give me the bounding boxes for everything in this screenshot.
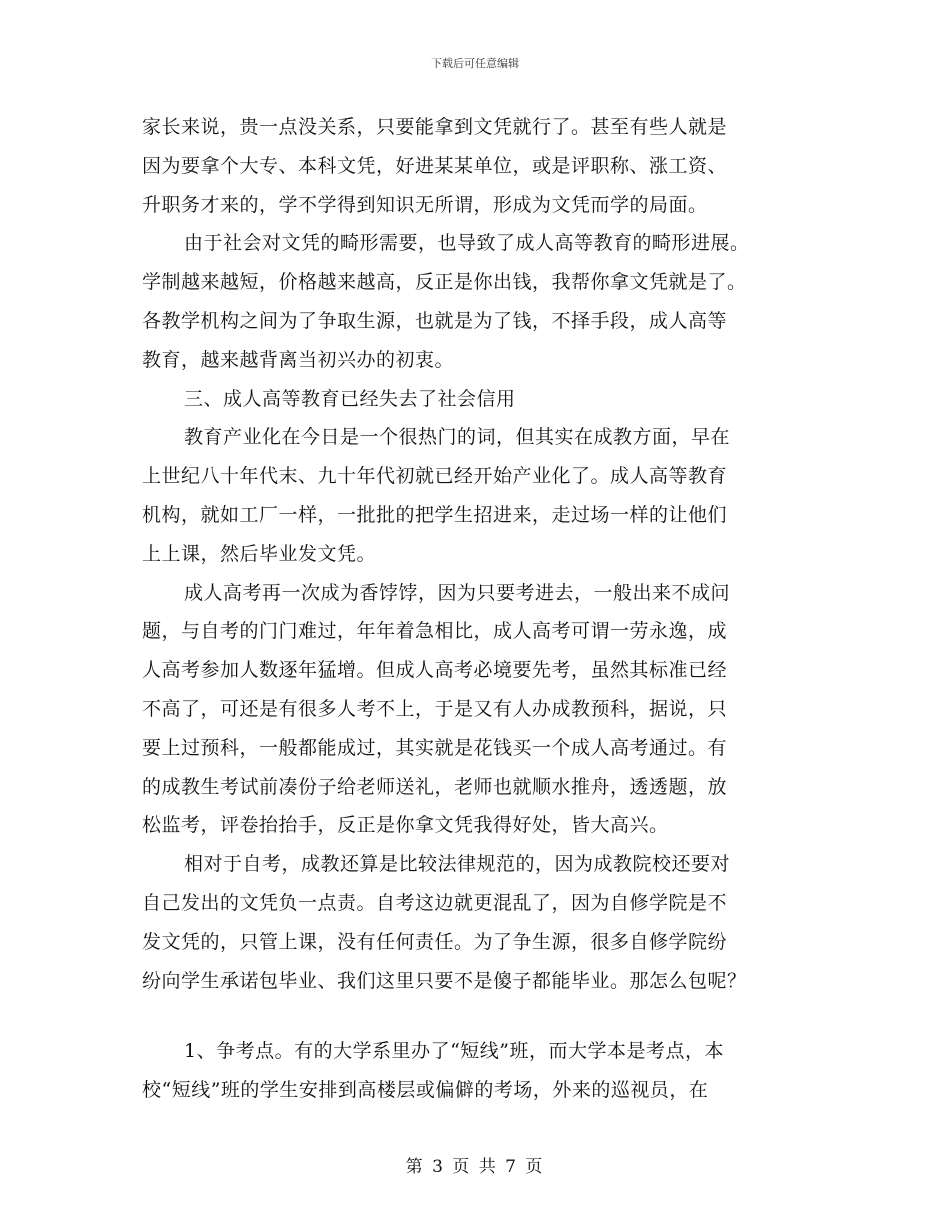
text-line: 的成教生考试前凑份子给老师送礼，老师也就顺水推舟，透透题，放: [142, 775, 728, 798]
text-line: 要上过预科，一般都能成过，其实就是花钱买一个成人高考通过。有: [142, 736, 728, 759]
paragraph-gap: [142, 1000, 812, 1032]
text-line: 发文凭的，只管上课，没有任何责任。为了争生源，很多自修学院纷: [142, 930, 728, 953]
text-line: 校“短线”班的学生安排到高楼层或偏僻的考场，外来的巡视员，在: [142, 1079, 709, 1102]
text-line: 教育，越来越背离当初兴办的初衷。: [142, 348, 455, 371]
text-line: 升职务才来的，学不学得到知识无所谓，形成为文凭而学的局面。: [142, 193, 708, 216]
paragraph: [142, 108, 812, 224]
text-line: 自己发出的文凭负一点责。自考这边就更混乱了，因为自修学院是不: [142, 891, 728, 914]
text-line: 1、争考点。有的大学系里办了“短线”班，而大学本是考点，本: [184, 1040, 725, 1063]
paragraph: [142, 224, 812, 379]
text-line: 由于社会对文凭的畸形需要，也导致了成人高等教育的畸形进展。: [184, 232, 750, 255]
text-line: 各教学机构之间为了争取生源，也就是为了钱，不择手段，成人高等: [142, 309, 728, 332]
document-body: [142, 108, 812, 1110]
text-line: 上上课，然后毕业发文凭。: [142, 542, 377, 565]
section-heading: [142, 380, 812, 419]
paragraph: [142, 845, 812, 1000]
list-item: [142, 1032, 812, 1110]
text-line: 上世纪八十年代末、九十年代初就已经开始产业化了。成人高等教育: [142, 465, 728, 488]
text-line: 题，与自考的门门难过，年年着急相比，成人高考可谓一劳永逸，成: [142, 620, 728, 643]
text-line: 学制越来越短，价格越来越高，反正是你出钱，我帮你拿文凭就是了。: [142, 271, 747, 294]
text-line: 相对于自考，成教还算是比较法律规范的，因为成教院校还要对: [184, 853, 731, 876]
text-line: 松监考，评卷抬抬手，反正是你拿文凭我得好处，皆大高兴。: [142, 814, 669, 837]
text-line: 不高了，可还是有很多人考不上，于是又有人办成教预科，据说，只: [142, 697, 728, 720]
text-line: 三、成人高等教育已经失去了社会信用: [184, 387, 516, 410]
text-line: 人高考参加人数逐年猛增。但成人高考必境要先考，虽然其标准已经: [142, 659, 728, 682]
text-line: 机构，就如工厂一样，一批批的把学生招进来，走过场一样的让他们: [142, 503, 728, 526]
header-note: 下载后可任意编辑: [431, 57, 519, 70]
page-number: 第 3 页 共 7 页: [405, 1157, 545, 1177]
paragraph: [142, 574, 812, 846]
paragraph: [142, 418, 812, 573]
text-line: 纷向学生承诺包毕业、我们这里只要不是傻子都能毕业。那怎么包呢？: [142, 969, 747, 992]
text-line: 因为要拿个大专、本科文凭，好进某某单位，或是评职称、涨工资、: [142, 154, 728, 177]
text-line: 成人高考再一次成为香饽饽，因为只要考进去，一般出来不成问: [184, 581, 731, 604]
text-line: 教育产业化在今日是一个很热门的词，但其实在成教方面，早在: [184, 426, 731, 449]
text-line: 家长来说，贵一点没关系，只要能拿到文凭就行了。甚至有些人就是: [142, 116, 728, 138]
